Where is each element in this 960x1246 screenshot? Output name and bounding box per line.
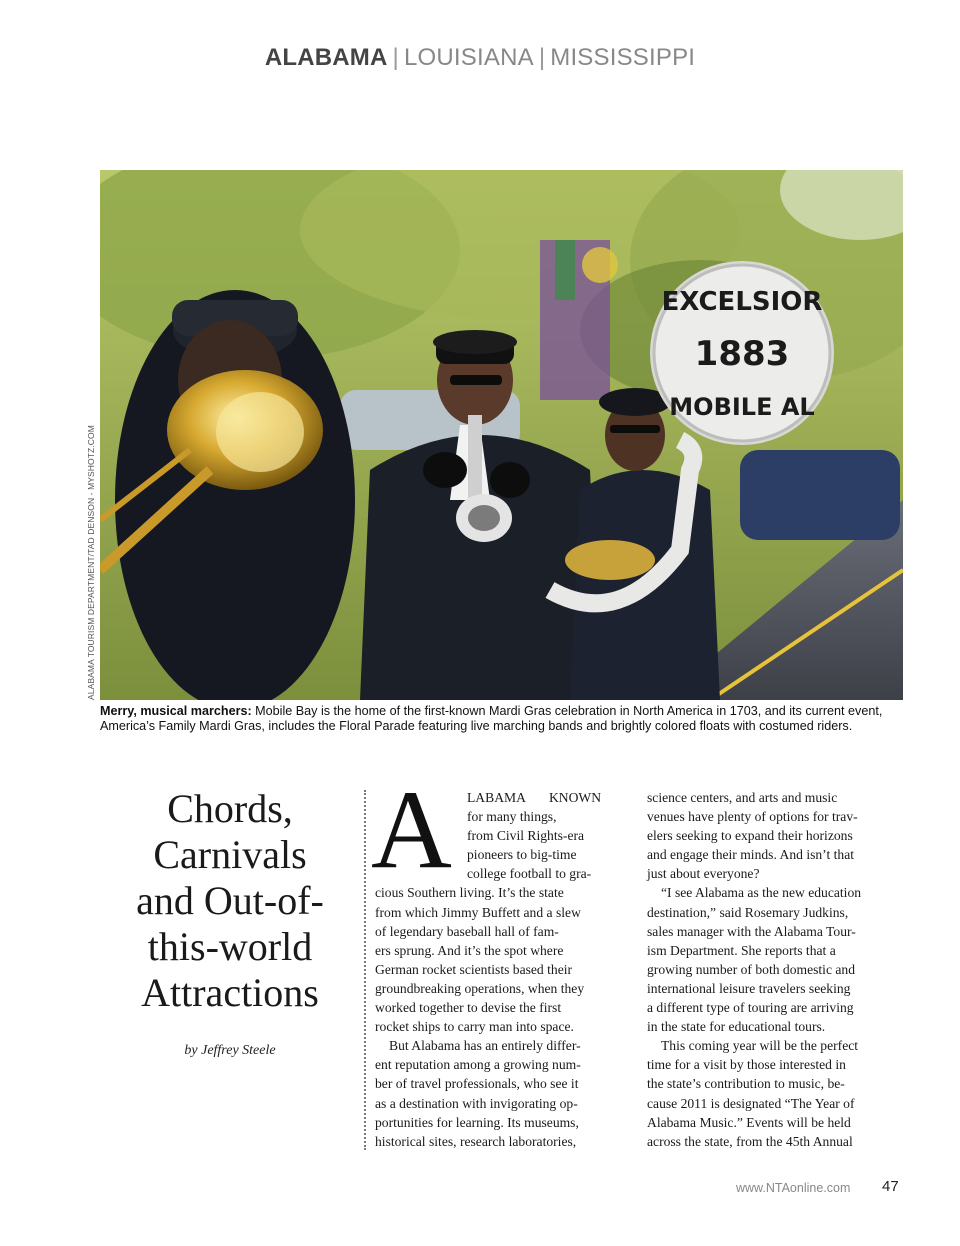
body-line: groundbreaking operations, when they <box>375 980 585 996</box>
body-line: ers sprung. And it’s the spot where <box>375 942 564 958</box>
body-line: “I see Alabama as the new education <box>661 885 862 901</box>
body-line: German rocket scientists based their <box>375 961 573 977</box>
page-number: 47 <box>882 1178 899 1195</box>
body-line: destination,” said Rosemary Judkins, <box>647 904 849 920</box>
body-line: a different type of touring are arriving <box>647 1000 854 1016</box>
header-state-alabama: ALABAMA <box>264 44 388 71</box>
body-line: Alabama Music.” Events will be held <box>647 1114 851 1130</box>
body-line: from which Jimmy Buffett and a slew <box>375 904 581 920</box>
section-header <box>0 44 960 72</box>
body-line: LABAMA KNOWN <box>467 790 602 805</box>
body-line: science centers, and arts and music <box>647 790 838 805</box>
caption-lead: Merry, musical marchers: <box>100 704 252 718</box>
body-line: ent reputation among a growing num- <box>375 1057 581 1073</box>
body-line: But Alabama has an entirely differ- <box>389 1038 581 1054</box>
photo-credit: ALABAMA TOURISM DEPARTMENT/TAD DENSON - MYSHOTZ.COM <box>86 425 96 700</box>
body-line: just about everyone? <box>647 866 760 882</box>
article-title <box>100 786 360 1016</box>
body-line: This coming year will be the perfect <box>661 1038 859 1054</box>
column-divider <box>364 790 366 1150</box>
body-line: worked together to devise the first <box>375 1000 562 1016</box>
title-line: and Out-of- <box>136 878 324 923</box>
caption-text: Mobile Bay is the home of the first-known Mardi Gras celebration in North America in 1703, and its current event, America’s Family Mardi Gras, includes the Floral Parade featuring live marching bands and brightly colored floats with costumed riders. <box>100 704 883 733</box>
body-line: in the state for educational tours. <box>647 1019 826 1035</box>
title-line: this-world <box>147 924 313 969</box>
drum-text-excelsior: EXCELSIOR <box>661 287 823 317</box>
body-line: for many things, <box>467 809 557 825</box>
body-line: across the state, from the 45th Annual <box>647 1133 853 1149</box>
body-line: cause 2011 is designated “The Year of <box>647 1095 855 1111</box>
header-separator: | <box>392 44 399 71</box>
parade-photo <box>100 170 903 700</box>
body-line: growing number of both domestic and <box>647 961 856 977</box>
body-line: time for a visit by those interested in <box>647 1057 846 1073</box>
body-line: international leisure travelers seeking <box>647 980 851 996</box>
body-line: from Civil Rights-era <box>467 828 585 844</box>
header-separator: | <box>538 44 546 71</box>
header-state-louisiana: LOUISIANA <box>403 44 534 71</box>
article-column-1 <box>371 768 633 1151</box>
title-line: Chords, <box>167 786 293 831</box>
body-line: ber of travel professionals, who see it <box>375 1076 579 1092</box>
body-line: college football to gra- <box>467 866 592 882</box>
body-line: ism Department. She reports that a <box>647 942 836 958</box>
body-line: as a destination with invigorating op- <box>375 1095 578 1111</box>
body-line: rocket ships to carry man into space. <box>375 1019 574 1035</box>
body-line: elers seeking to expand their horizons <box>647 828 853 844</box>
drum-text-mobile: MOBILE AL <box>669 393 815 421</box>
body-line: the state’s contribution to music, be- <box>647 1076 845 1092</box>
body-line: portunities for learning. Its museums, <box>375 1114 579 1130</box>
photo-caption <box>100 704 910 734</box>
header-state-mississippi: MISSISSIPPI <box>550 44 696 71</box>
body-line: pioneers to big-time <box>467 847 577 863</box>
drum-text-year: 1883 <box>694 334 790 374</box>
body-line: venues have plenty of options for trav- <box>647 809 858 825</box>
body-line: cious Southern living. It’s the state <box>375 885 564 901</box>
article-column-2 <box>647 788 905 1151</box>
body-line: sales manager with the Alabama Tour- <box>647 923 856 939</box>
footer-website-link[interactable]: www.NTAonline.com <box>736 1181 851 1195</box>
body-line: historical sites, research laboratories, <box>375 1133 577 1149</box>
title-line: Carnivals <box>153 832 307 877</box>
dropcap-letter: A <box>371 768 452 892</box>
byline: by Jeffrey Steele <box>184 1043 276 1058</box>
title-line: Attractions <box>141 970 319 1015</box>
body-line: of legendary baseball hall of fam- <box>375 923 559 939</box>
body-line: and engage their minds. And isn’t that <box>647 847 855 863</box>
